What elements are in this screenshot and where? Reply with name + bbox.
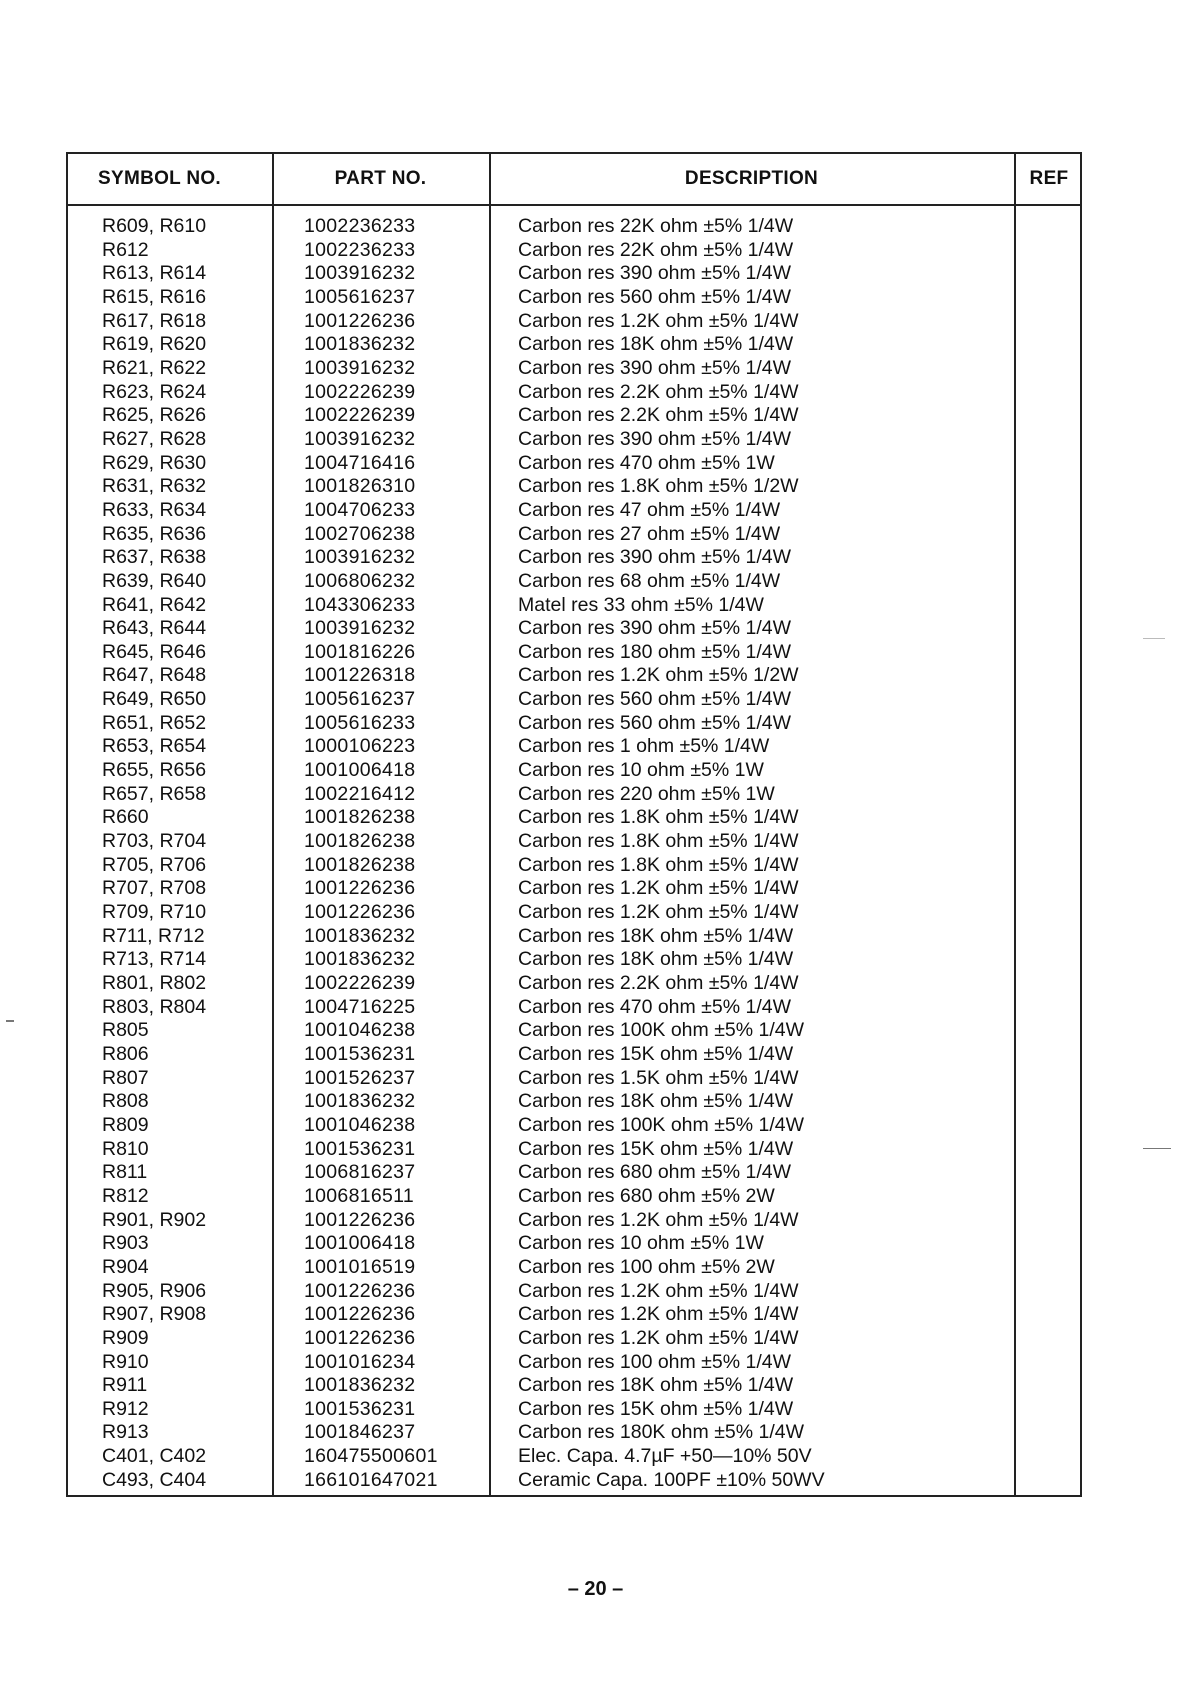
description-cell: Carbon res 27 ohm ±5% 1/4W [518, 522, 781, 545]
part-no-cell: 1001226236 [304, 1279, 416, 1302]
description-cell: Carbon res 680 ohm ±5% 2W [518, 1184, 775, 1207]
symbol-no-cell: R913 [102, 1421, 149, 1444]
symbol-no-cell: R655, R656 [102, 759, 207, 782]
header-description: DESCRIPTION [684, 168, 819, 189]
table-row [68, 239, 1080, 263]
table-row [68, 688, 1080, 712]
table-row [68, 972, 1080, 996]
symbol-no-cell: R649, R650 [102, 688, 207, 711]
table-row [68, 570, 1080, 594]
table-row [68, 783, 1080, 807]
description-cell: Carbon res 390 ohm ±5% 1/4W [518, 356, 791, 379]
part-no-cell: 1043306233 [304, 593, 416, 616]
table-row [68, 499, 1080, 523]
part-no-cell: 1001826310 [304, 475, 416, 498]
symbol-no-cell: R705, R706 [102, 853, 207, 876]
symbol-no-cell: R615, R616 [102, 285, 207, 308]
symbol-no-cell: R637, R638 [102, 546, 207, 569]
symbol-no-cell: R713, R714 [102, 948, 207, 971]
table-row [68, 877, 1080, 901]
symbol-no-cell: R904 [102, 1255, 149, 1278]
description-cell: Carbon res 22K ohm ±5% 1/4W [518, 238, 794, 261]
symbol-no-cell: R808 [102, 1090, 149, 1113]
page-number: – 20 – [567, 1578, 624, 1600]
part-no-cell: 1001836232 [304, 1374, 416, 1397]
part-no-cell: 1002216412 [304, 782, 416, 805]
description-cell: Carbon res 100K ohm ±5% 1/4W [518, 1019, 805, 1042]
part-no-cell: 1001006418 [304, 759, 416, 782]
symbol-no-cell: R912 [102, 1397, 149, 1420]
part-no-cell: 1002706238 [304, 522, 416, 545]
symbol-no-cell: R635, R636 [102, 522, 207, 545]
description-cell: Carbon res 390 ohm ±5% 1/4W [518, 262, 791, 285]
part-no-cell: 1001226236 [304, 309, 416, 332]
description-cell: Carbon res 18K ohm ±5% 1/4W [518, 1090, 794, 1113]
description-cell: Carbon res 15K ohm ±5% 1/4W [518, 1042, 794, 1065]
symbol-no-cell: R617, R618 [102, 309, 207, 332]
table-body [68, 215, 1080, 1492]
description-cell: Carbon res 470 ohm ±5% 1W [518, 451, 775, 474]
symbol-no-cell: R909 [102, 1326, 149, 1349]
table-row [68, 523, 1080, 547]
part-no-cell: 1001816226 [304, 640, 416, 663]
part-no-cell: 1003916232 [304, 262, 416, 285]
table-row [68, 735, 1080, 759]
symbol-no-cell: R645, R646 [102, 640, 207, 663]
scan-mark [1143, 638, 1165, 639]
part-no-cell: 1004706233 [304, 498, 416, 521]
table-row [68, 1090, 1080, 1114]
table-row [68, 1209, 1080, 1233]
part-no-cell: 1001226236 [304, 877, 416, 900]
description-cell: Carbon res 10 ohm ±5% 1W [518, 759, 764, 782]
description-cell: Carbon res 390 ohm ±5% 1/4W [518, 546, 791, 569]
description-cell: Carbon res 1.2K ohm ±5% 1/4W [518, 1303, 799, 1326]
description-cell: Carbon res 18K ohm ±5% 1/4W [518, 1374, 794, 1397]
part-no-cell: 1001226318 [304, 664, 416, 687]
table-row [68, 452, 1080, 476]
symbol-no-cell: R643, R644 [102, 617, 207, 640]
description-cell: Carbon res 1.2K ohm ±5% 1/4W [518, 1208, 799, 1231]
part-no-cell: 1001046238 [304, 1113, 416, 1136]
symbol-no-cell: R810 [102, 1137, 149, 1160]
description-cell: Carbon res 100 ohm ±5% 2W [518, 1255, 775, 1278]
symbol-no-cell: R631, R632 [102, 475, 207, 498]
symbol-no-cell: R903 [102, 1232, 149, 1255]
symbol-no-cell: R812 [102, 1184, 149, 1207]
description-cell: Carbon res 390 ohm ±5% 1/4W [518, 617, 791, 640]
part-no-cell: 1001016234 [304, 1350, 416, 1373]
description-cell: Elec. Capa. 4.7µF +50—10% 50V [518, 1445, 812, 1468]
table-row [68, 1421, 1080, 1445]
part-no-cell: 1006806232 [304, 569, 416, 592]
part-no-cell: 1001836232 [304, 333, 416, 356]
symbol-no-cell: R805 [102, 1019, 149, 1042]
description-cell: Carbon res 47 ohm ±5% 1/4W [518, 498, 781, 521]
table-row [68, 1138, 1080, 1162]
part-no-cell: 1000106223 [304, 735, 416, 758]
table-row [68, 996, 1080, 1020]
symbol-no-cell: R627, R628 [102, 427, 207, 450]
description-cell: Carbon res 1.2K ohm ±5% 1/4W [518, 1279, 799, 1302]
scan-mark [1143, 1148, 1171, 1149]
description-cell: Carbon res 2.2K ohm ±5% 1/4W [518, 380, 799, 403]
symbol-no-cell: R707, R708 [102, 877, 207, 900]
symbol-no-cell: R809 [102, 1113, 149, 1136]
description-cell: Carbon res 15K ohm ±5% 1/4W [518, 1137, 794, 1160]
part-no-cell: 1001836232 [304, 948, 416, 971]
symbol-no-cell: R660 [102, 806, 149, 829]
table-row [68, 641, 1080, 665]
description-cell: Carbon res 180 ohm ±5% 1/4W [518, 640, 791, 663]
description-cell: Ceramic Capa. 100PF ±10% 50WV [518, 1468, 825, 1491]
part-no-cell: 160475500601 [304, 1445, 438, 1468]
symbol-no-cell: R910 [102, 1350, 149, 1373]
table-row [68, 1374, 1080, 1398]
table-row [68, 1043, 1080, 1067]
part-no-cell: 1002226239 [304, 380, 416, 403]
table-row [68, 310, 1080, 334]
part-no-cell: 1001826238 [304, 806, 416, 829]
description-cell: Carbon res 2.2K ohm ±5% 1/4W [518, 404, 799, 427]
table-row [68, 759, 1080, 783]
scan-mark [6, 1020, 14, 1022]
description-cell: Carbon res 1.2K ohm ±5% 1/2W [518, 664, 799, 687]
description-cell: Carbon res 10 ohm ±5% 1W [518, 1232, 764, 1255]
symbol-no-cell: R625, R626 [102, 404, 207, 427]
symbol-no-cell: R639, R640 [102, 569, 207, 592]
table-row [68, 546, 1080, 570]
description-cell: Carbon res 560 ohm ±5% 1/4W [518, 285, 791, 308]
symbol-no-cell: R703, R704 [102, 830, 207, 853]
symbol-no-cell: R806 [102, 1042, 149, 1065]
description-cell: Carbon res 560 ohm ±5% 1/4W [518, 688, 791, 711]
part-no-cell: 1002236233 [304, 215, 416, 237]
description-cell: Carbon res 100K ohm ±5% 1/4W [518, 1113, 805, 1136]
symbol-no-cell: R619, R620 [102, 333, 207, 356]
part-no-cell: 1001226236 [304, 901, 416, 924]
part-no-cell: 1004716416 [304, 451, 416, 474]
table-row [68, 948, 1080, 972]
part-no-cell: 1004716225 [304, 995, 416, 1018]
table-row [68, 594, 1080, 618]
part-no-cell: 166101647021 [304, 1468, 438, 1491]
header-divider [68, 204, 1080, 206]
header-part-no: PART NO. [334, 168, 427, 189]
symbol-no-cell: R711, R712 [102, 924, 205, 947]
symbol-no-cell: R811 [102, 1161, 148, 1184]
description-cell: Carbon res 1.8K ohm ±5% 1/4W [518, 853, 799, 876]
table-row [68, 404, 1080, 428]
symbol-no-cell: R621, R622 [102, 356, 207, 379]
part-no-cell: 1001226236 [304, 1303, 416, 1326]
symbol-no-cell: R629, R630 [102, 451, 207, 474]
description-cell: Carbon res 22K ohm ±5% 1/4W [518, 215, 794, 237]
symbol-no-cell: R609, R610 [102, 215, 207, 237]
table-row [68, 664, 1080, 688]
table-row [68, 1114, 1080, 1138]
table-row [68, 1398, 1080, 1422]
description-cell: Carbon res 390 ohm ±5% 1/4W [518, 427, 791, 450]
description-cell: Carbon res 18K ohm ±5% 1/4W [518, 948, 794, 971]
description-cell: Carbon res 1.8K ohm ±5% 1/4W [518, 830, 799, 853]
table-row [68, 475, 1080, 499]
part-no-cell: 1001226236 [304, 1208, 416, 1231]
description-cell: Carbon res 1 ohm ±5% 1/4W [518, 735, 770, 758]
table-row [68, 1445, 1080, 1469]
table-row [68, 806, 1080, 830]
part-no-cell: 1001826238 [304, 830, 416, 853]
part-no-cell: 1001046238 [304, 1019, 416, 1042]
table-row [68, 617, 1080, 641]
part-no-cell: 1003916232 [304, 356, 416, 379]
table-row [68, 1469, 1080, 1493]
symbol-no-cell: R901, R902 [102, 1208, 207, 1231]
part-no-cell: 1001836232 [304, 924, 416, 947]
table-row [68, 1019, 1080, 1043]
table-row [68, 854, 1080, 878]
table-row [68, 333, 1080, 357]
table-row [68, 262, 1080, 286]
part-no-cell: 1001226236 [304, 1326, 416, 1349]
description-cell: Carbon res 2.2K ohm ±5% 1/4W [518, 972, 799, 994]
part-no-cell: 1002226239 [304, 404, 416, 427]
part-no-cell: 1003916232 [304, 617, 416, 640]
description-cell: Carbon res 680 ohm ±5% 1/4W [518, 1161, 791, 1184]
part-no-cell: 1002226239 [304, 972, 416, 994]
table-row [68, 712, 1080, 736]
part-no-cell: 1002236233 [304, 238, 416, 261]
description-cell: Carbon res 1.2K ohm ±5% 1/4W [518, 1326, 799, 1349]
symbol-no-cell: R657, R658 [102, 782, 207, 805]
description-cell: Carbon res 18K ohm ±5% 1/4W [518, 924, 794, 947]
table-row [68, 357, 1080, 381]
description-cell: Carbon res 18K ohm ±5% 1/4W [518, 333, 794, 356]
part-no-cell: 1001536231 [304, 1137, 416, 1160]
part-no-cell: 1001536231 [304, 1042, 416, 1065]
part-no-cell: 1005616233 [304, 711, 416, 734]
symbol-no-cell: R905, R906 [102, 1279, 207, 1302]
table-row [68, 428, 1080, 452]
symbol-no-cell: R647, R648 [102, 664, 207, 687]
description-cell: Carbon res 1.5K ohm ±5% 1/4W [518, 1066, 799, 1089]
description-cell: Carbon res 1.2K ohm ±5% 1/4W [518, 309, 799, 332]
symbol-no-cell: R907, R908 [102, 1303, 207, 1326]
parts-table [66, 152, 1082, 1497]
description-cell: Carbon res 15K ohm ±5% 1/4W [518, 1397, 794, 1420]
part-no-cell: 1001006418 [304, 1232, 416, 1255]
part-no-cell: 1006816511 [304, 1184, 415, 1207]
description-cell: Carbon res 68 ohm ±5% 1/4W [518, 569, 781, 592]
part-no-cell: 1001526237 [304, 1066, 416, 1089]
symbol-no-cell: R623, R624 [102, 380, 207, 403]
symbol-no-cell: R651, R652 [102, 711, 207, 734]
part-no-cell: 1001836232 [304, 1090, 416, 1113]
description-cell: Carbon res 180K ohm ±5% 1/4W [518, 1421, 805, 1444]
part-no-cell: 1001826238 [304, 853, 416, 876]
description-cell: Carbon res 470 ohm ±5% 1/4W [518, 995, 791, 1018]
symbol-no-cell: R641, R642 [102, 593, 207, 616]
header-ref: REF [1029, 168, 1069, 189]
symbol-no-cell: C401, C402 [102, 1445, 207, 1468]
symbol-no-cell: R911 [102, 1374, 148, 1397]
description-cell: Carbon res 1.8K ohm ±5% 1/2W [518, 475, 799, 498]
symbol-no-cell: C493, C404 [102, 1468, 207, 1491]
part-no-cell: 1006816237 [304, 1161, 416, 1184]
part-no-cell: 1005616237 [304, 688, 416, 711]
part-no-cell: 1005616237 [304, 285, 416, 308]
part-no-cell: 1001016519 [304, 1255, 416, 1278]
table-row [68, 1280, 1080, 1304]
table-row [68, 1303, 1080, 1327]
table-row [68, 286, 1080, 310]
symbol-no-cell: R801, R802 [102, 972, 207, 994]
part-no-cell: 1003916232 [304, 546, 416, 569]
table-row [68, 901, 1080, 925]
symbol-no-cell: R613, R614 [102, 262, 207, 285]
table-row [68, 1185, 1080, 1209]
table-row [68, 925, 1080, 949]
part-no-cell: 1003916232 [304, 427, 416, 450]
table-row [68, 1232, 1080, 1256]
description-cell: Carbon res 1.2K ohm ±5% 1/4W [518, 901, 799, 924]
part-no-cell: 1001846237 [304, 1421, 416, 1444]
table-row [68, 1256, 1080, 1280]
symbol-no-cell: R653, R654 [102, 735, 207, 758]
description-cell: Carbon res 560 ohm ±5% 1/4W [518, 711, 791, 734]
description-cell: Carbon res 1.2K ohm ±5% 1/4W [518, 877, 799, 900]
symbol-no-cell: R709, R710 [102, 901, 207, 924]
description-cell: Carbon res 1.8K ohm ±5% 1/4W [518, 806, 799, 829]
symbol-no-cell: R807 [102, 1066, 149, 1089]
symbol-no-cell: R612 [102, 238, 149, 261]
table-row [68, 1351, 1080, 1375]
table-row [68, 830, 1080, 854]
table-row [68, 1327, 1080, 1351]
table-row [68, 215, 1080, 239]
table-row [68, 381, 1080, 405]
header-symbol-no: SYMBOL NO. [98, 168, 221, 189]
description-cell: Carbon res 100 ohm ±5% 1/4W [518, 1350, 791, 1373]
symbol-no-cell: R803, R804 [102, 995, 207, 1018]
part-no-cell: 1001536231 [304, 1397, 416, 1420]
table-row [68, 1067, 1080, 1091]
symbol-no-cell: R633, R634 [102, 498, 207, 521]
description-cell: Carbon res 220 ohm ±5% 1W [518, 782, 775, 805]
description-cell: Matel res 33 ohm ±5% 1/4W [518, 593, 764, 616]
table-row [68, 1161, 1080, 1185]
